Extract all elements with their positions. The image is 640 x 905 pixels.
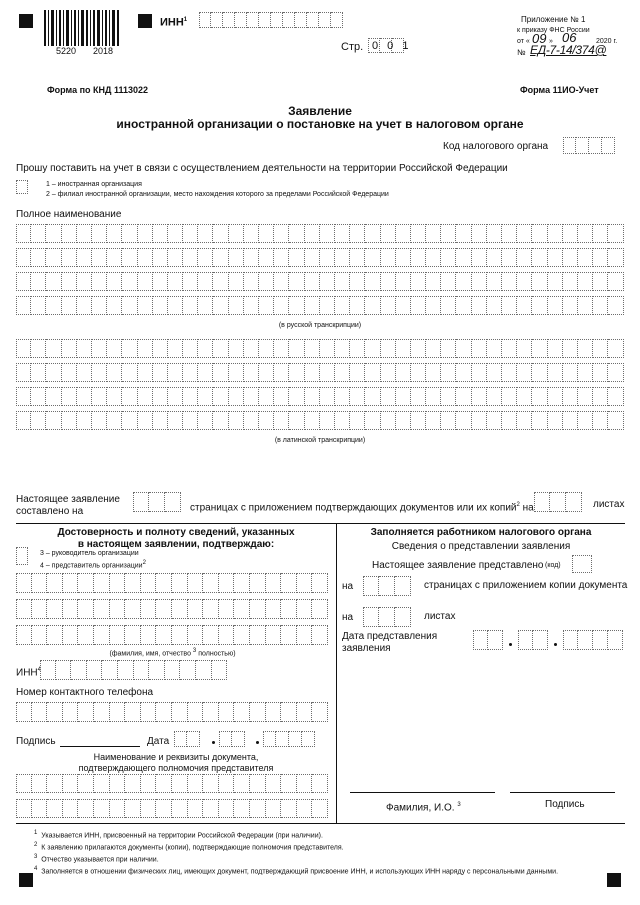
statement-line1: Настоящее заявление — [16, 494, 120, 505]
form-knd: Форма по КНД 1113022 — [47, 85, 148, 95]
right-on-label-2: на — [342, 612, 354, 623]
appendix-date-prefix: от « — [517, 38, 530, 45]
inn-label: ИНН$^1$ — [160, 16, 188, 29]
page-title-line1: Заявление — [288, 104, 352, 118]
presented-code-label: (код) — [545, 562, 561, 569]
grid-row[interactable] — [16, 272, 624, 291]
corner-marker-top-center — [138, 14, 152, 28]
corner-marker-bottom-left — [19, 873, 33, 887]
right-date-month[interactable] — [518, 630, 548, 650]
right-date-dot1 — [509, 643, 512, 646]
form-name: Форма 11ИО-Учет — [520, 85, 599, 95]
grid-row[interactable] — [16, 363, 624, 382]
signer-fio-grid[interactable] — [16, 573, 329, 645]
barcode-image — [44, 10, 120, 46]
phone-label: Номер контактного телефона — [16, 687, 154, 698]
footnote-3: 3 Отчество указывается при наличии. — [34, 854, 159, 864]
appendix-number-label: № — [517, 48, 526, 57]
grid-row[interactable] — [16, 625, 328, 645]
option-foreign-org: 1 – иностранная организация — [46, 181, 142, 188]
right-date-year[interactable] — [563, 630, 623, 650]
grid-row[interactable] — [16, 339, 624, 358]
staff-heading: Заполняется работником налогового органа — [370, 527, 592, 538]
appendix-year: 2020 г. — [596, 38, 618, 45]
corner-marker-bottom-right — [607, 873, 621, 887]
doc-title: Наименование и реквизиты документа, подтверждающего полномочия представителя — [78, 752, 274, 773]
grid-row[interactable] — [16, 573, 328, 593]
signer-inn-cells[interactable] — [40, 660, 227, 680]
statement-sheets-cells[interactable] — [534, 492, 582, 512]
right-sheets-cells[interactable] — [363, 607, 411, 627]
left-date-month[interactable] — [219, 731, 245, 747]
statement-line2: составлено на — [16, 506, 84, 517]
grid-row[interactable] — [16, 411, 624, 430]
barcode-number-right: 2018 — [93, 46, 114, 56]
right-sheets-label: листах — [424, 611, 456, 622]
staff-signature-label: Подпись — [545, 799, 585, 810]
signature-line[interactable] — [60, 746, 140, 747]
option-branch: 2 – филиал иностранной организации, место нахождения которого за пределами Российской Федерации — [46, 191, 389, 198]
right-date-dot2 — [554, 643, 557, 646]
signer-type-cell[interactable] — [16, 547, 28, 565]
statement-pages-text: страницах с приложением подтверждающих документов или их копий$^2$ на — [190, 502, 534, 514]
right-date-day[interactable] — [473, 630, 503, 650]
grid-row[interactable] — [16, 387, 624, 406]
page-label: Стр. — [341, 41, 364, 53]
grid-row[interactable] — [16, 774, 328, 793]
option-head: 3 – руководитель организации — [40, 550, 139, 557]
footnote-4: 4 Заполняется в отношении физических лиц, имеющих документ, подтверждающий присвоение ИНН, и использующих ИНН наряду с персональными данными. — [34, 866, 559, 876]
footnote-2: 2 К заявлению прилагаются документы (копии), подтверждающие полномочия представителя. — [34, 842, 344, 852]
footnote-divider — [16, 823, 625, 824]
russian-caption: (в русской транскрипции) — [278, 322, 362, 329]
request-text: Прошу поставить на учет в связи с осуществлением деятельности на территории Российской Федерации — [16, 163, 508, 174]
left-date-dot1 — [212, 741, 215, 744]
grid-row[interactable] — [16, 296, 624, 315]
phone-cells[interactable] — [16, 702, 328, 722]
grid-row[interactable] — [16, 224, 624, 243]
staff-fio-line[interactable] — [350, 792, 495, 793]
page-title-line2: иностранной организации о постановке на учет в налоговом органе — [116, 117, 524, 131]
left-date-dot2 — [256, 741, 259, 744]
corner-marker-top-left — [19, 14, 33, 28]
grid-row[interactable] — [16, 248, 624, 267]
section-divider-top — [16, 523, 625, 524]
staff-signature-line[interactable] — [510, 792, 615, 793]
page-number-value: 0 0 1 — [372, 40, 412, 52]
left-date-day[interactable] — [174, 731, 200, 747]
signature-label: Подпись — [16, 736, 56, 747]
russian-name-grid[interactable] — [16, 224, 625, 316]
signer-inn-label: ИНН$^4$ — [16, 667, 41, 679]
date-label: Дата — [147, 736, 170, 747]
appendix-day: 09 — [532, 31, 547, 46]
left-date-year[interactable] — [263, 731, 315, 747]
confirm-heading: Достоверность и полноту сведений, указанных в настоящем заявлении, подтверждаю: — [57, 527, 295, 550]
fio-caption: (фамилия, имя, отчество 3 полностью) — [109, 648, 236, 658]
appendix-month: 06 — [562, 30, 577, 45]
section-divider-vertical — [336, 523, 337, 823]
statement-pages-cells[interactable] — [133, 492, 181, 512]
presented-code-cell[interactable] — [572, 555, 592, 573]
right-pages-cells[interactable] — [363, 576, 411, 596]
right-date-label: Дата представления заявления — [342, 631, 438, 654]
option-representative: 4 – представитель организации2 — [40, 560, 146, 570]
appendix-line2: к приказу ФНС России — [517, 27, 590, 34]
grid-row[interactable] — [16, 599, 328, 619]
staff-subheading: Сведения о представлении заявления — [391, 541, 571, 552]
doc-grid[interactable] — [16, 774, 329, 818]
staff-fio-label: Фамилия, И.О. $^3$ — [386, 802, 461, 814]
right-on-label-1: на — [342, 581, 354, 592]
org-type-cell[interactable] — [16, 180, 28, 194]
header-inn-cells[interactable] — [199, 12, 343, 28]
full-name-label: Полное наименование — [16, 209, 122, 220]
grid-row[interactable] — [16, 799, 328, 818]
barcode-number-left: 5220 — [56, 46, 77, 56]
appendix-date-sep: » — [549, 38, 553, 45]
right-pages-text: страницах с приложением копии документа — [424, 580, 628, 591]
appendix-line1: Приложение № 1 — [521, 15, 586, 24]
tax-code-label: Код налогового органа — [443, 141, 549, 152]
tax-code-cells[interactable] — [563, 137, 615, 154]
statement-sheets-label: листах — [593, 499, 625, 510]
latin-caption: (в латинской транскрипции) — [274, 437, 366, 444]
presented-label: Настоящее заявление представлено — [372, 560, 544, 571]
footnote-1: 1 Указывается ИНН, присвоенный на территории Российской Федерации (при наличии). — [34, 830, 323, 840]
appendix-number: ЕД-7-14/374@ — [530, 43, 607, 57]
latin-name-grid[interactable] — [16, 339, 625, 431]
